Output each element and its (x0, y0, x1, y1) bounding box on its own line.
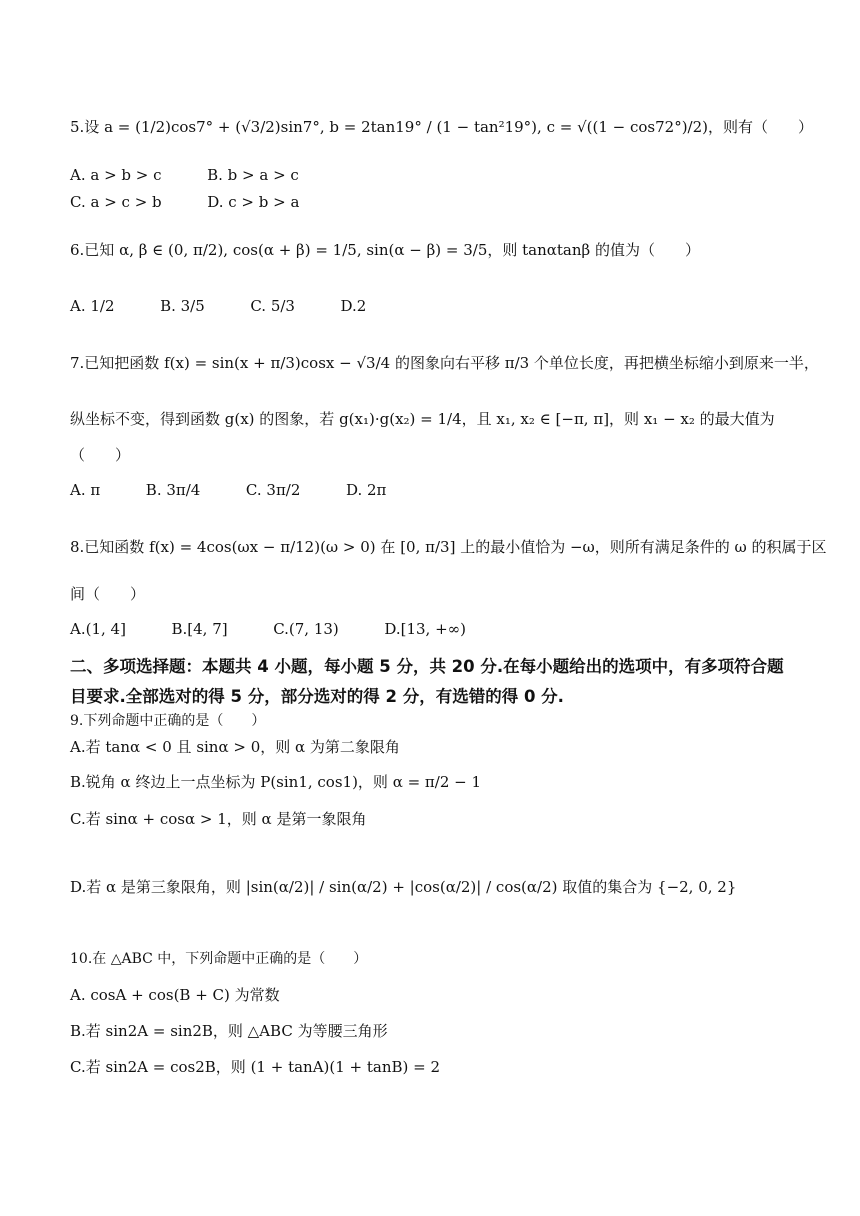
question-5-options-row1 (70, 166, 299, 184)
question-10-option-a: A. cosA + cos(B + C) 为常数 (70, 986, 280, 1004)
section-2-title: 二、多项选择题：本题共 4 小题，每小题 5 分，共 20 分.在每小题给出的选项中，有多项符合题目要求.全部选对的得 5 分，部分选对的得 2 分，有选错的得 0 分. (70, 657, 784, 706)
question-8-option-a: A.(1, 4] (70, 620, 126, 638)
question-7-option-c: C. 3π/2 (245, 481, 301, 499)
question-9-option-c: C.若 sinα + cosα > 1，则 α 是第一象限角 (70, 810, 367, 828)
question-5-option-d: D. c > b > a (207, 193, 300, 211)
question-10-stem: 10.在 △ABC 中，下列命题中正确的是（ ） (70, 951, 368, 967)
question-5-option-a: A. a > b > c (70, 166, 162, 184)
question-7-options (70, 481, 386, 499)
question-8-option-c: C.(7, 13) (273, 620, 339, 638)
question-7-option-a: A. π (70, 481, 101, 499)
question-8-option-b: B.[4, 7] (171, 620, 228, 638)
question-5-option-c: C. a > c > b (70, 193, 162, 211)
question-8-option-d: D.[13, +∞) (384, 620, 466, 638)
question-6-option-c: C. 5/3 (250, 297, 295, 315)
question-9-option-b: B.锐角 α 终边上一点坐标为 P(sin1, cos1)，则 α = π/2 − 1 (70, 773, 482, 791)
question-9-option-d: D.若 α 是第三象限角，则 |sin(α/2)| / sin(α/2) + |cos(α/2)| / cos(α/2) 取值的集合为 {−2, 0, 2} (70, 878, 737, 896)
question-5-stem: 5.设 a = (1/2)cos7° + (√3/2)sin7°, b = 2tan19° / (1 − tan²19°), c = √((1 − cos72°)/2)，则有（ ） (70, 118, 813, 136)
question-9-option-a: A.若 tanα < 0 且 sinα > 0，则 α 为第二象限角 (70, 738, 400, 756)
question-7-stem-line1: 7.已知把函数 f(x) = sin(x + π/3)cosx − √3/4 的图象向右平移 π/3 个单位长度，再把横坐标缩小到原来一半， (70, 354, 819, 372)
question-5-options-row2 (70, 193, 299, 211)
question-10-option-c: C.若 sin2A = cos2B，则 (1 + tanA)(1 + tanB) = 2 (70, 1058, 441, 1076)
question-7-stem-line2: 纵坐标不变，得到函数 g(x) 的图象，若 g(x₁)·g(x₂) = 1/4，且 x₁, x₂ ∈ [−π, π]，则 x₁ − x₂ 的最大值为 (70, 410, 775, 428)
question-9-stem: 9.下列命题中正确的是（ ） (70, 713, 266, 729)
question-7-option-d: D. 2π (345, 481, 387, 499)
question-6-option-a: A. 1/2 (70, 297, 115, 315)
question-8-stem-line1: 8.已知函数 f(x) = 4cos(ωx − π/12)(ω > 0) 在 [0, π/3] 上的最小值恰为 −ω，则所有满足条件的 ω 的积属于区 (70, 538, 827, 556)
question-5-option-b: B. b > a > c (207, 166, 299, 184)
question-6-option-b: B. 3/5 (160, 297, 205, 315)
question-6-option-d: D.2 (340, 297, 367, 315)
question-7-stem-line3: （ ） (70, 446, 131, 464)
question-8-stem-line2: 间（ ） (70, 585, 146, 603)
question-8-options (70, 620, 466, 638)
question-10-option-b: B.若 sin2A = sin2B，则 △ABC 为等腰三角形 (70, 1022, 388, 1040)
question-6-options (70, 297, 366, 315)
question-6-stem: 6.已知 α, β ∈ (0, π/2), cos(α + β) = 1/5, sin(α − β) = 3/5，则 tanαtanβ 的值为（ ） (70, 241, 700, 259)
question-7-option-b: B. 3π/4 (145, 481, 201, 499)
